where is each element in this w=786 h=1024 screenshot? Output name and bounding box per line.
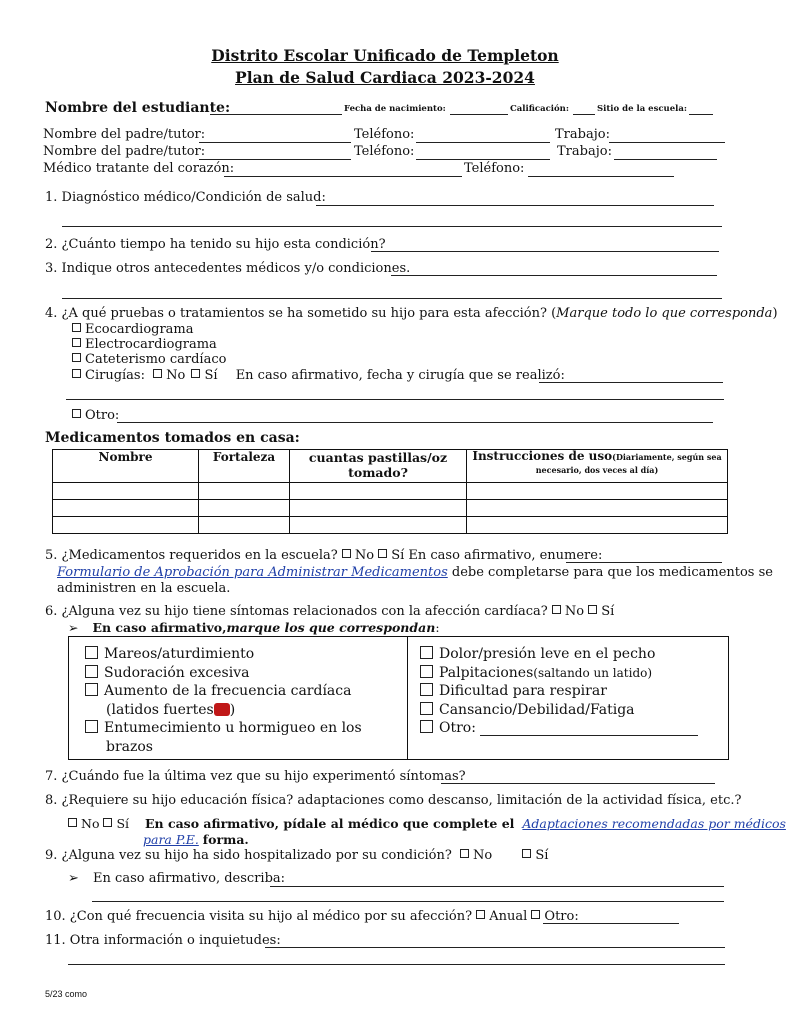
footer-code: 5/23 como <box>45 989 88 999</box>
doctor-field[interactable] <box>224 176 462 177</box>
checkbox-icon[interactable] <box>460 849 469 858</box>
surgery-field-2[interactable] <box>66 399 724 400</box>
surgery-field[interactable] <box>539 382 723 383</box>
other-field[interactable] <box>117 422 713 423</box>
option-surgery: Cirugías: No Sí En caso afirmativo, fecha y cirugía que se realizó: <box>72 368 565 383</box>
question-3-field[interactable] <box>391 275 717 276</box>
checkbox-icon[interactable] <box>420 702 433 715</box>
col-quantity: cuantas pastillas/oz tomado? <box>290 450 467 483</box>
question-6: 6. ¿Alguna vez su hijo tiene síntomas relacionados con la afección cardíaca? No Sí <box>45 604 615 619</box>
parent1-phone-field[interactable] <box>416 142 550 143</box>
symptom-other-field[interactable] <box>480 735 698 736</box>
symptom-heart-rate-sub: (latidos fuertes ) <box>106 701 236 718</box>
table-row[interactable] <box>53 500 728 517</box>
question-5-field[interactable] <box>566 562 722 563</box>
symptom-other[interactable]: Otro: <box>420 719 655 738</box>
checkbox-icon[interactable] <box>420 646 433 659</box>
symptom-palpitations[interactable]: Palpitaciones(saltando un latido) <box>420 664 655 683</box>
checkbox-icon[interactable] <box>68 818 77 827</box>
checkbox-icon[interactable] <box>588 605 597 614</box>
question-1-field-2[interactable] <box>62 226 722 227</box>
symptoms-left-list <box>85 645 362 756</box>
question-2-field[interactable] <box>371 251 719 252</box>
question-11: 11. Otra información o inquietudes: <box>45 933 281 948</box>
checkbox-icon[interactable] <box>85 683 98 696</box>
col-name: Nombre <box>53 450 199 483</box>
question-3-field-2[interactable] <box>62 298 722 299</box>
col-instructions: Instrucciones de uso(Diariamente, según sea necesario, dos veces al día) <box>467 450 728 483</box>
question-1: 1. Diagnóstico médico/Condición de salud: <box>45 190 326 205</box>
question-6-instruction: ➢ En caso afirmativo,marque los que correspondan: <box>68 620 440 635</box>
symptom-numbness[interactable]: Entumecimiento u hormigueo en los <box>85 719 362 738</box>
col-strength: Fortaleza <box>199 450 290 483</box>
parent2-phone-field[interactable] <box>416 159 550 160</box>
parent1-field[interactable] <box>199 142 351 143</box>
question-9: 9. ¿Alguna vez su hijo ha sido hospitalizado por su condición? No Sí <box>45 848 549 863</box>
heart-icon <box>214 703 230 716</box>
parent1-work-label: Trabajo: <box>555 127 610 142</box>
checkbox-icon[interactable] <box>552 605 561 614</box>
school-site-field[interactable] <box>689 114 713 115</box>
checkbox-icon[interactable] <box>342 549 351 558</box>
symptom-heart-rate[interactable]: Aumento de la frecuencia cardíaca <box>85 682 362 701</box>
table-row[interactable] <box>53 517 728 534</box>
checkbox-icon[interactable] <box>531 910 540 919</box>
symptom-dizziness[interactable]: Mareos/aturdimiento <box>85 645 362 664</box>
student-name-field[interactable] <box>210 114 342 115</box>
parent2-phone-label: Teléfono: <box>354 144 415 159</box>
checkbox-icon[interactable] <box>153 369 162 378</box>
checkbox-icon[interactable] <box>191 369 200 378</box>
symptoms-right-list <box>420 645 655 738</box>
question-8: 8. ¿Requiere su hijo educación física? adaptaciones como descanso, limitación de la actividad física, etc.? <box>45 793 742 808</box>
question-4: 4. ¿A qué pruebas o tratamientos se ha sometido su hijo para esta afección? (Marque todo lo que corresponda) <box>45 306 778 321</box>
arrow-icon: ➢ <box>68 871 79 886</box>
option-cath[interactable]: Cateterismo cardíaco <box>72 352 226 367</box>
question-10-field[interactable] <box>543 923 679 924</box>
checkbox-icon[interactable] <box>420 683 433 696</box>
symptom-numbness-cont: brazos <box>106 738 153 755</box>
symptom-breathing[interactable]: Dificultad para respirar <box>420 682 655 701</box>
question-10: 10. ¿Con qué frecuencia visita su hijo al médico por su afección? Anual Otro: <box>45 909 579 924</box>
parent2-work-field[interactable] <box>614 159 717 160</box>
question-11-field-2[interactable] <box>68 964 725 965</box>
question-11-field[interactable] <box>265 947 725 948</box>
parent1-work-field[interactable] <box>609 142 725 143</box>
checkbox-icon[interactable] <box>85 720 98 733</box>
document-title: Distrito Escolar Unificado de Templeton <box>211 46 559 65</box>
question-9-sub: ➢ En caso afirmativo, describa: <box>68 871 286 886</box>
medications-table <box>52 449 728 534</box>
checkbox-icon[interactable] <box>72 369 81 378</box>
dob-label: Fecha de nacimiento: <box>344 104 446 114</box>
student-name-label: Nombre del estudiante: <box>45 100 231 116</box>
dob-field[interactable] <box>450 114 508 115</box>
option-ekg[interactable]: Electrocardiograma <box>72 337 217 352</box>
parent1-label: Nombre del padre/tutor: <box>43 127 206 142</box>
option-other[interactable]: Otro: <box>72 408 119 423</box>
checkbox-icon[interactable] <box>420 720 433 733</box>
document-subtitle: Plan de Salud Cardiaca 2023-2024 <box>235 68 535 87</box>
parent1-phone-label: Teléfono: <box>354 127 415 142</box>
checkbox-icon[interactable] <box>103 818 112 827</box>
pe-accommodations-link[interactable]: Adaptaciones recomendadas por médicos <box>522 816 786 831</box>
doctor-label: Médico tratante del corazón: <box>43 161 235 176</box>
question-2: 2. ¿Cuánto tiempo ha tenido su hijo esta condición? <box>45 237 386 252</box>
symptom-sweating[interactable]: Sudoración excesiva <box>85 664 362 683</box>
parent2-label: Nombre del padre/tutor: <box>43 144 206 159</box>
checkbox-icon[interactable] <box>476 910 485 919</box>
checkbox-icon[interactable] <box>420 665 433 678</box>
checkbox-icon[interactable] <box>85 646 98 659</box>
parent2-field[interactable] <box>199 159 351 160</box>
grade-label: Calificación: <box>510 104 569 114</box>
question-5: 5. ¿Medicamentos requeridos en la escuela? No Sí En caso afirmativo, enumere: <box>45 548 603 563</box>
medication-form-link[interactable]: Formulario de Aprobación para Administrar Medicamentos <box>57 565 448 580</box>
parent2-work-label: Trabajo: <box>557 144 612 159</box>
checkbox-icon[interactable] <box>72 409 81 418</box>
question-8-line2: para P.E. forma. <box>143 832 249 847</box>
question-8-options: No Sí En caso afirmativo, pídale al médico que complete el Adaptaciones recomendadas por médicos <box>68 816 786 831</box>
question-9-field[interactable] <box>270 886 724 887</box>
doctor-phone-label: Teléfono: <box>464 161 525 176</box>
pe-link-cont[interactable]: para P.E. <box>143 832 199 847</box>
question-7: 7. ¿Cuándo fue la última vez que su hijo experimentó síntomas? <box>45 769 466 784</box>
school-site-label: Sitio de la escuela: <box>597 104 687 114</box>
arrow-icon: ➢ <box>68 620 79 635</box>
checkbox-icon[interactable] <box>72 353 81 362</box>
checkbox-icon[interactable] <box>72 323 81 332</box>
question-3: 3. Indique otros antecedentes médicos y/o condiciones. <box>45 261 411 276</box>
checkbox-icon[interactable] <box>85 665 98 678</box>
question-7-field[interactable] <box>441 783 715 784</box>
medication-form-line: Formulario de Aprobación para Administrar Medicamentos debe completarse para que los medicamentos se <box>57 565 773 580</box>
question-5-line3: administren en la escuela. <box>57 581 231 596</box>
checkbox-icon[interactable] <box>522 849 531 858</box>
question-1-field[interactable] <box>316 205 714 206</box>
doctor-phone-field[interactable] <box>528 176 674 177</box>
medications-heading: Medicamentos tomados en casa: <box>45 430 300 446</box>
symptom-chest-pain[interactable]: Dolor/presión leve en el pecho <box>420 645 655 664</box>
table-row[interactable] <box>53 483 728 500</box>
symptom-fatigue[interactable]: Cansancio/Debilidad/Fatiga <box>420 701 655 720</box>
option-echo[interactable]: Ecocardiograma <box>72 322 194 337</box>
grade-field[interactable] <box>573 114 595 115</box>
question-9-field-2[interactable] <box>92 901 724 902</box>
checkbox-icon[interactable] <box>378 549 387 558</box>
checkbox-icon[interactable] <box>72 338 81 347</box>
